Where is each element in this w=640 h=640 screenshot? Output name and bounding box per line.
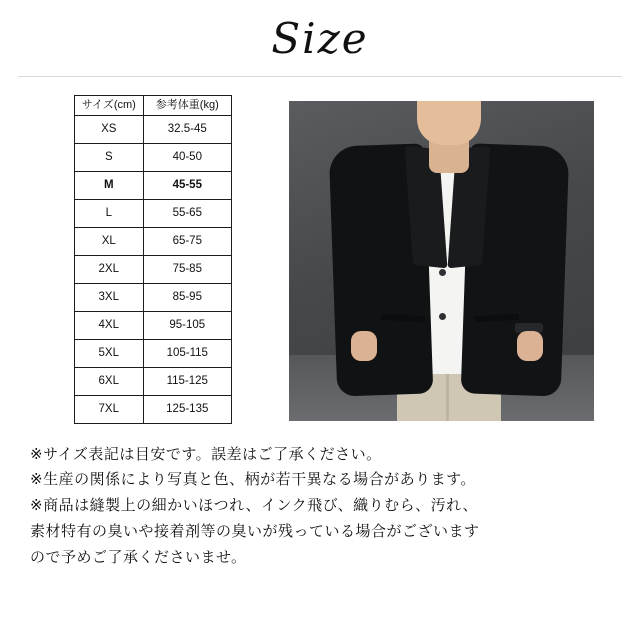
table-header-row bbox=[75, 96, 232, 116]
column-header-weight: 参考体重(kg) bbox=[143, 96, 231, 116]
cell-size: M bbox=[75, 171, 144, 199]
note-line: 素材特有の臭いや接着剤等の臭いが残っている場合がございます bbox=[30, 522, 480, 541]
title-section bbox=[0, 0, 640, 77]
jacket-button-top bbox=[439, 269, 446, 276]
column-header-size: サイズ(cm) bbox=[75, 96, 144, 116]
cell-size: 3XL bbox=[75, 283, 144, 311]
model-head bbox=[417, 101, 481, 145]
cell-size: 6XL bbox=[75, 367, 144, 395]
size-table-block bbox=[22, 95, 264, 424]
table-row bbox=[75, 115, 232, 143]
cell-weight: 40-50 bbox=[143, 143, 231, 171]
cell-size: 4XL bbox=[75, 311, 144, 339]
model-hand-left bbox=[351, 331, 377, 361]
table-row bbox=[75, 171, 232, 199]
table-row bbox=[75, 367, 232, 395]
cell-size: S bbox=[75, 143, 144, 171]
cell-weight: 125-135 bbox=[143, 395, 231, 423]
table-row bbox=[75, 199, 232, 227]
table-row bbox=[75, 395, 232, 423]
size-table-head bbox=[75, 96, 232, 116]
size-table bbox=[74, 95, 232, 424]
jacket-button-bottom bbox=[439, 313, 446, 320]
note-line: ※サイズ表記は目安です。誤差はご了承ください。 bbox=[30, 444, 382, 463]
table-row bbox=[75, 143, 232, 171]
size-table-body bbox=[75, 115, 232, 423]
note-line: ※商品は縫製上の細かいほつれ、インク飛び、織りむら、汚れ、 bbox=[30, 496, 478, 515]
cell-size: 5XL bbox=[75, 339, 144, 367]
cell-weight: 115-125 bbox=[143, 367, 231, 395]
content-row bbox=[0, 77, 640, 424]
note-line: ※生産の関係により写真と色、柄が若干異なる場合があります。 bbox=[30, 470, 476, 489]
cell-weight: 85-95 bbox=[143, 283, 231, 311]
cell-size: L bbox=[75, 199, 144, 227]
cell-weight: 95-105 bbox=[143, 311, 231, 339]
table-row bbox=[75, 255, 232, 283]
table-row bbox=[75, 283, 232, 311]
cell-weight: 75-85 bbox=[143, 255, 231, 283]
product-photo bbox=[289, 101, 594, 421]
cell-size: XL bbox=[75, 227, 144, 255]
table-row bbox=[75, 339, 232, 367]
cell-size: 7XL bbox=[75, 395, 144, 423]
notes-section bbox=[0, 424, 640, 571]
cell-size: 2XL bbox=[75, 255, 144, 283]
note-line: ので予めご了承くださいませ。 bbox=[30, 547, 247, 566]
page-title: Size bbox=[271, 14, 369, 63]
cell-weight: 32.5-45 bbox=[143, 115, 231, 143]
cell-weight: 105-115 bbox=[143, 339, 231, 367]
cell-weight: 45-55 bbox=[143, 171, 231, 199]
product-photo-block bbox=[264, 95, 618, 421]
table-row bbox=[75, 227, 232, 255]
table-row bbox=[75, 311, 232, 339]
cell-weight: 65-75 bbox=[143, 227, 231, 255]
model-hand-right bbox=[517, 331, 543, 361]
cell-weight: 55-65 bbox=[143, 199, 231, 227]
cell-size: XS bbox=[75, 115, 144, 143]
